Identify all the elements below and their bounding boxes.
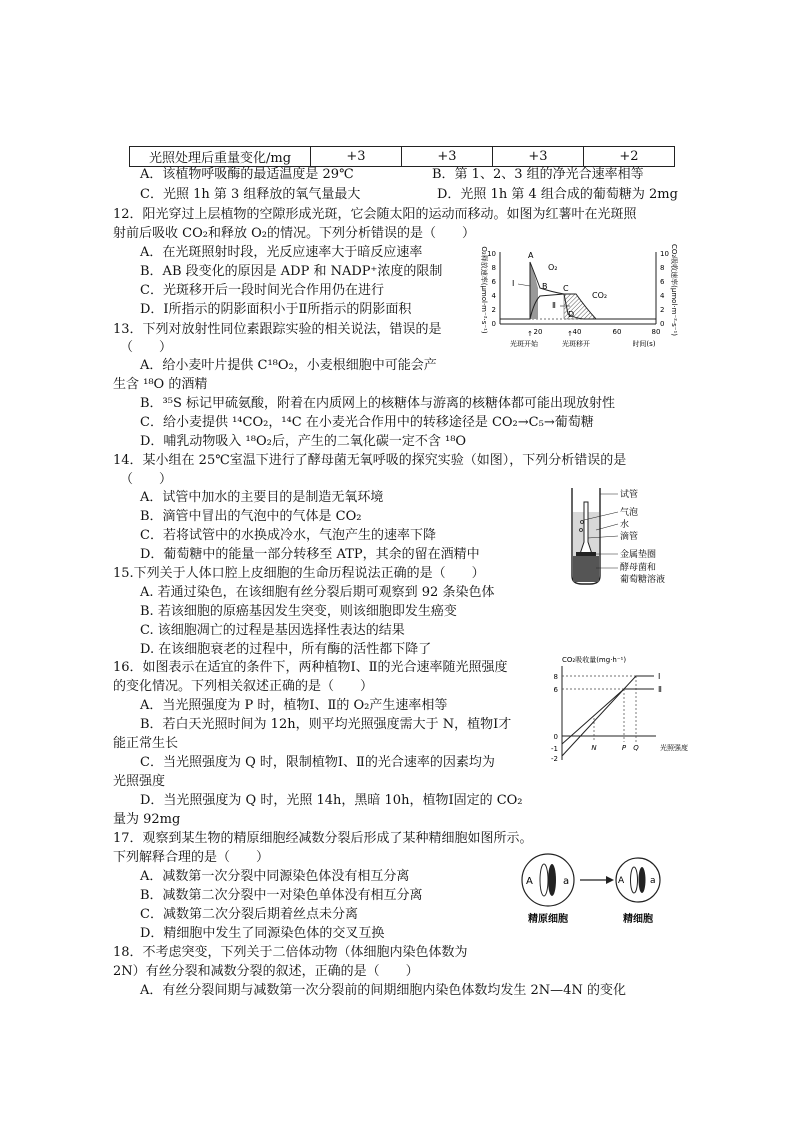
tick-label: 60 — [612, 328, 622, 336]
line-1 — [562, 676, 654, 756]
table-row — [130, 147, 675, 167]
co2-curve-label: CO₂ — [592, 291, 608, 300]
q16-option-b: B．若白天光照时间为 12h，则平均光照强度需大于 N，植物Ⅰ才 — [140, 717, 512, 732]
q12-option-b: B．AB 段变化的原因是 ADP 和 NADP⁺浓度的限制 — [140, 264, 443, 279]
q12-option-a: A．在光斑照射时段，光反应速率大于暗反应速率 — [140, 245, 423, 260]
solution-label: 酵母菌和 — [620, 563, 657, 573]
chromosome-black — [548, 864, 556, 896]
washer-label: 金属垫圈 — [620, 550, 657, 560]
y-left-label: O₂释放速率(μmol·m⁻²·s⁻¹) — [480, 246, 488, 334]
region-1-pointer — [518, 284, 530, 286]
chromosome-black — [639, 867, 646, 893]
table-cell: +2 — [584, 147, 675, 167]
q15-stem: 15.下列关于人体口腔上皮细胞的生命历程说法正确的是（ ） — [113, 566, 485, 581]
chromosome-white — [631, 867, 638, 893]
q16-option-a: A．当光照强度为 P 时，植物Ⅰ、Ⅱ的 O₂产生速率相等 — [140, 698, 448, 713]
q15-option-b: B. 若该细胞的原癌基因发生突变，则该细胞即发生癌变 — [140, 604, 457, 619]
q13-option-a: A．给小麦叶片提供 C¹⁸O₂，小麦根细胞中可能会产 — [140, 358, 437, 373]
q14-option-c: C．若将试管中的水换成冷水，气泡产生的速率下降 — [140, 528, 436, 543]
tick-label: 6 — [660, 278, 665, 286]
q17-stem: 17．观察到某生物的精原细胞经减数分裂后形成了某种精细胞如图所示。 — [113, 831, 533, 846]
tick-label: 0 — [491, 320, 496, 328]
q17-option-a: A．减数第一次分裂中同源染色体没有相互分离 — [140, 869, 410, 884]
q14-apparatus-figure — [560, 482, 670, 588]
tick-label: 8 — [660, 264, 665, 272]
q13-option-d: D．哺乳动物吸入 ¹⁸O₂后，产生的二氧化碳一定不含 ¹⁸O — [140, 434, 467, 449]
tick-label: 6 — [553, 686, 558, 694]
weight-change-table — [129, 146, 675, 167]
tick-label: 0 — [553, 733, 558, 741]
light-on-label: 光斑开始 — [510, 340, 538, 348]
tick-label: -2 — [551, 755, 558, 762]
table-cell: +3 — [402, 147, 493, 167]
x-axis-label: 时间(s) — [632, 340, 656, 348]
dropper-label: 滴管 — [620, 532, 639, 542]
q11-option-b: B．第 1、2、3 组的净光合速率相等 — [432, 167, 644, 182]
tick-label: P — [621, 744, 627, 752]
q14-option-d: D．葡萄糖中的能量一部分转移至 ATP，其余的留在酒精中 — [140, 547, 480, 562]
chromosome-white — [540, 864, 548, 896]
q16-stem: 的变化情况。下列相关叙述正确的是（ ） — [113, 679, 374, 694]
tick-label: N — [591, 744, 597, 752]
q12-option-d: D．Ⅰ所指示的阴影面积小于Ⅱ所指示的阴影面积 — [140, 302, 412, 317]
light-off-label: 光斑移开 — [562, 340, 590, 348]
tick-label: 2 — [660, 306, 665, 314]
q12-option-c: C．光斑移开后一段时间光合作用仍在进行 — [140, 283, 384, 298]
arrow-head — [606, 876, 614, 884]
tick-label: 40 — [572, 328, 582, 336]
tick-label: 4 — [660, 292, 665, 300]
q11-option-a: A．该植物呼吸酶的最适温度是 29℃ — [140, 167, 354, 182]
region-1-shade — [530, 262, 538, 319]
cell2-label: 精细胞 — [623, 914, 653, 925]
line-2-label: Ⅱ — [658, 685, 662, 694]
tick-label: 4 — [491, 292, 496, 300]
tick-label: 6 — [491, 278, 496, 286]
o2-curve-label: O₂ — [548, 263, 558, 272]
tube-label: 试管 — [620, 490, 639, 500]
region-1-label: Ⅰ — [512, 279, 515, 288]
region-2-label: Ⅱ — [552, 301, 556, 310]
y-right-label: CO₂吸收速率(μmol·m⁻²·s⁻¹) — [670, 243, 678, 337]
q16-option-c: C．当光照强度为 Q 时，限制植物Ⅰ、Ⅱ的光合速率的因素均为 — [140, 755, 495, 770]
allele-label: a — [650, 876, 656, 886]
q17-option-d: D．精细胞中发生了同源染色体的交叉互换 — [140, 926, 385, 941]
q14-stem: （ ） — [120, 472, 173, 487]
q16-option-d-cont: 量为 92mg — [113, 812, 181, 827]
tick-label: 8 — [553, 673, 558, 681]
tick-label: 10 — [487, 250, 496, 258]
tick-label: 80 — [651, 328, 661, 336]
solution-fill — [573, 556, 599, 582]
line-1-label: Ⅰ — [658, 672, 661, 681]
x-axis-label: 光照强度 — [660, 744, 688, 752]
q16-light-response-chart — [548, 652, 694, 762]
q14-stem: 14．某小组在 25℃室温下进行了酵母菌无氧呼吸的探究实验（如图），下列分析错误的是 — [113, 453, 627, 468]
q12-stem: 射前后吸收 CO₂和释放 O₂的情况。下列分析错误的是（ ） — [113, 226, 475, 241]
point-c-label: C — [563, 284, 569, 293]
allele-label: A — [526, 876, 533, 887]
point-a-label: A — [528, 251, 534, 260]
q13-option-b: B．³⁵S 标记甲硫氨酸，附着在内质网上的核糖体与游离的核糖体都可能出现放射性 — [140, 396, 616, 411]
allele-label: A — [618, 876, 625, 886]
q15-option-a: A. 若通过染色，在该细胞有丝分裂后期可观察到 92 条染色体 — [140, 585, 495, 600]
q14-option-b: B．滴管中冒出的气泡中的气体是 CO₂ — [140, 509, 362, 524]
q12-photosynthesis-chart — [474, 242, 680, 354]
allele-label: a — [563, 876, 570, 887]
q18-option-a: A．有丝分裂间期与减数第一次分裂前的间期细胞内染色体数均发生 2N—4N 的变化 — [140, 983, 626, 998]
solution-label: 葡萄糖溶液 — [620, 575, 666, 585]
q11-option-c: C．光照 1h 第 3 组释放的氧气量最大 — [140, 187, 361, 202]
tick-label: 0 — [660, 320, 665, 328]
tick-label: 8 — [491, 264, 496, 272]
q17-stem: 下列解释合理的是（ ） — [113, 850, 270, 865]
point-d-label: D — [568, 310, 575, 319]
q16-stem: 16．如图表示在适宜的条件下，两种植物Ⅰ、Ⅱ的光合速率随光照强度 — [113, 660, 508, 675]
q13-stem: （ ） — [120, 340, 173, 355]
tick-label: 2 — [491, 306, 496, 314]
tick-label: -1 — [551, 745, 558, 753]
table-cell: +3 — [311, 147, 402, 167]
q12-stem: 12．阳光穿过上层植物的空隙形成光斑，它会随太阳的运动而移动。如图为红薯叶在光斑照 — [113, 207, 637, 222]
tick-label: Q — [633, 744, 639, 752]
y-axis-label: CO₂吸收量(mg·h⁻¹) — [562, 656, 627, 664]
q17-option-b: B．减数第二次分裂中一对染色单体没有相互分离 — [140, 888, 423, 903]
bubble-label: 气泡 — [620, 508, 639, 518]
q17-option-c: C．减数第二次分裂后期着丝点未分离 — [140, 907, 358, 922]
metal-washer — [576, 552, 596, 556]
q14-option-a: A．试管中加水的主要目的是制造无氧环境 — [140, 490, 384, 505]
cell1-label: 精原细胞 — [528, 914, 568, 925]
table-row-label: 光照处理后重量变化/mg — [130, 147, 311, 167]
q15-option-d: D. 在该细胞衰老的过程中，所有酶的活性都下降了 — [140, 642, 432, 657]
tick-label: 20 — [533, 328, 543, 336]
tick-label: 10 — [660, 250, 669, 258]
light-off-arrow: ↑ — [567, 330, 573, 338]
q16-option-d: D．当光照强度为 Q 时，光照 14h，黑暗 10h，植物Ⅰ固定的 CO₂ — [140, 793, 523, 808]
q18-stem: 2N）有丝分裂和减数分裂的叙述，正确的是（ ） — [113, 964, 419, 979]
q18-stem: 18．不考虑突变，下列关于二倍体动物（体细胞内染色体数为 — [113, 945, 468, 960]
q17-cell-figure — [514, 850, 664, 930]
light-on-arrow: ↑ — [527, 330, 533, 338]
q15-option-c: C. 该细胞凋亡的过程是基因选择性表达的结果 — [140, 623, 405, 638]
q13-stem: 13．下列对放射性同位素跟踪实验的相关说法，错误的是 — [113, 322, 442, 337]
point-b-label: B — [542, 282, 548, 291]
q16-option-c-cont: 光照强度 — [113, 774, 166, 789]
q11-option-d: D．光照 1h 第 4 组合成的葡萄糖为 2mg — [437, 187, 678, 202]
q16-option-b-cont: 能正常生长 — [113, 736, 179, 751]
q13-option-c: C．给小麦提供 ¹⁴CO₂，¹⁴C 在小麦光合作用中的转移途径是 CO₂→C₅→葡萄糖 — [140, 415, 594, 430]
water-label: 水 — [620, 520, 630, 530]
q13-option-a-cont: 生含 ¹⁸O 的酒精 — [113, 377, 208, 392]
table-cell: +3 — [493, 147, 584, 167]
